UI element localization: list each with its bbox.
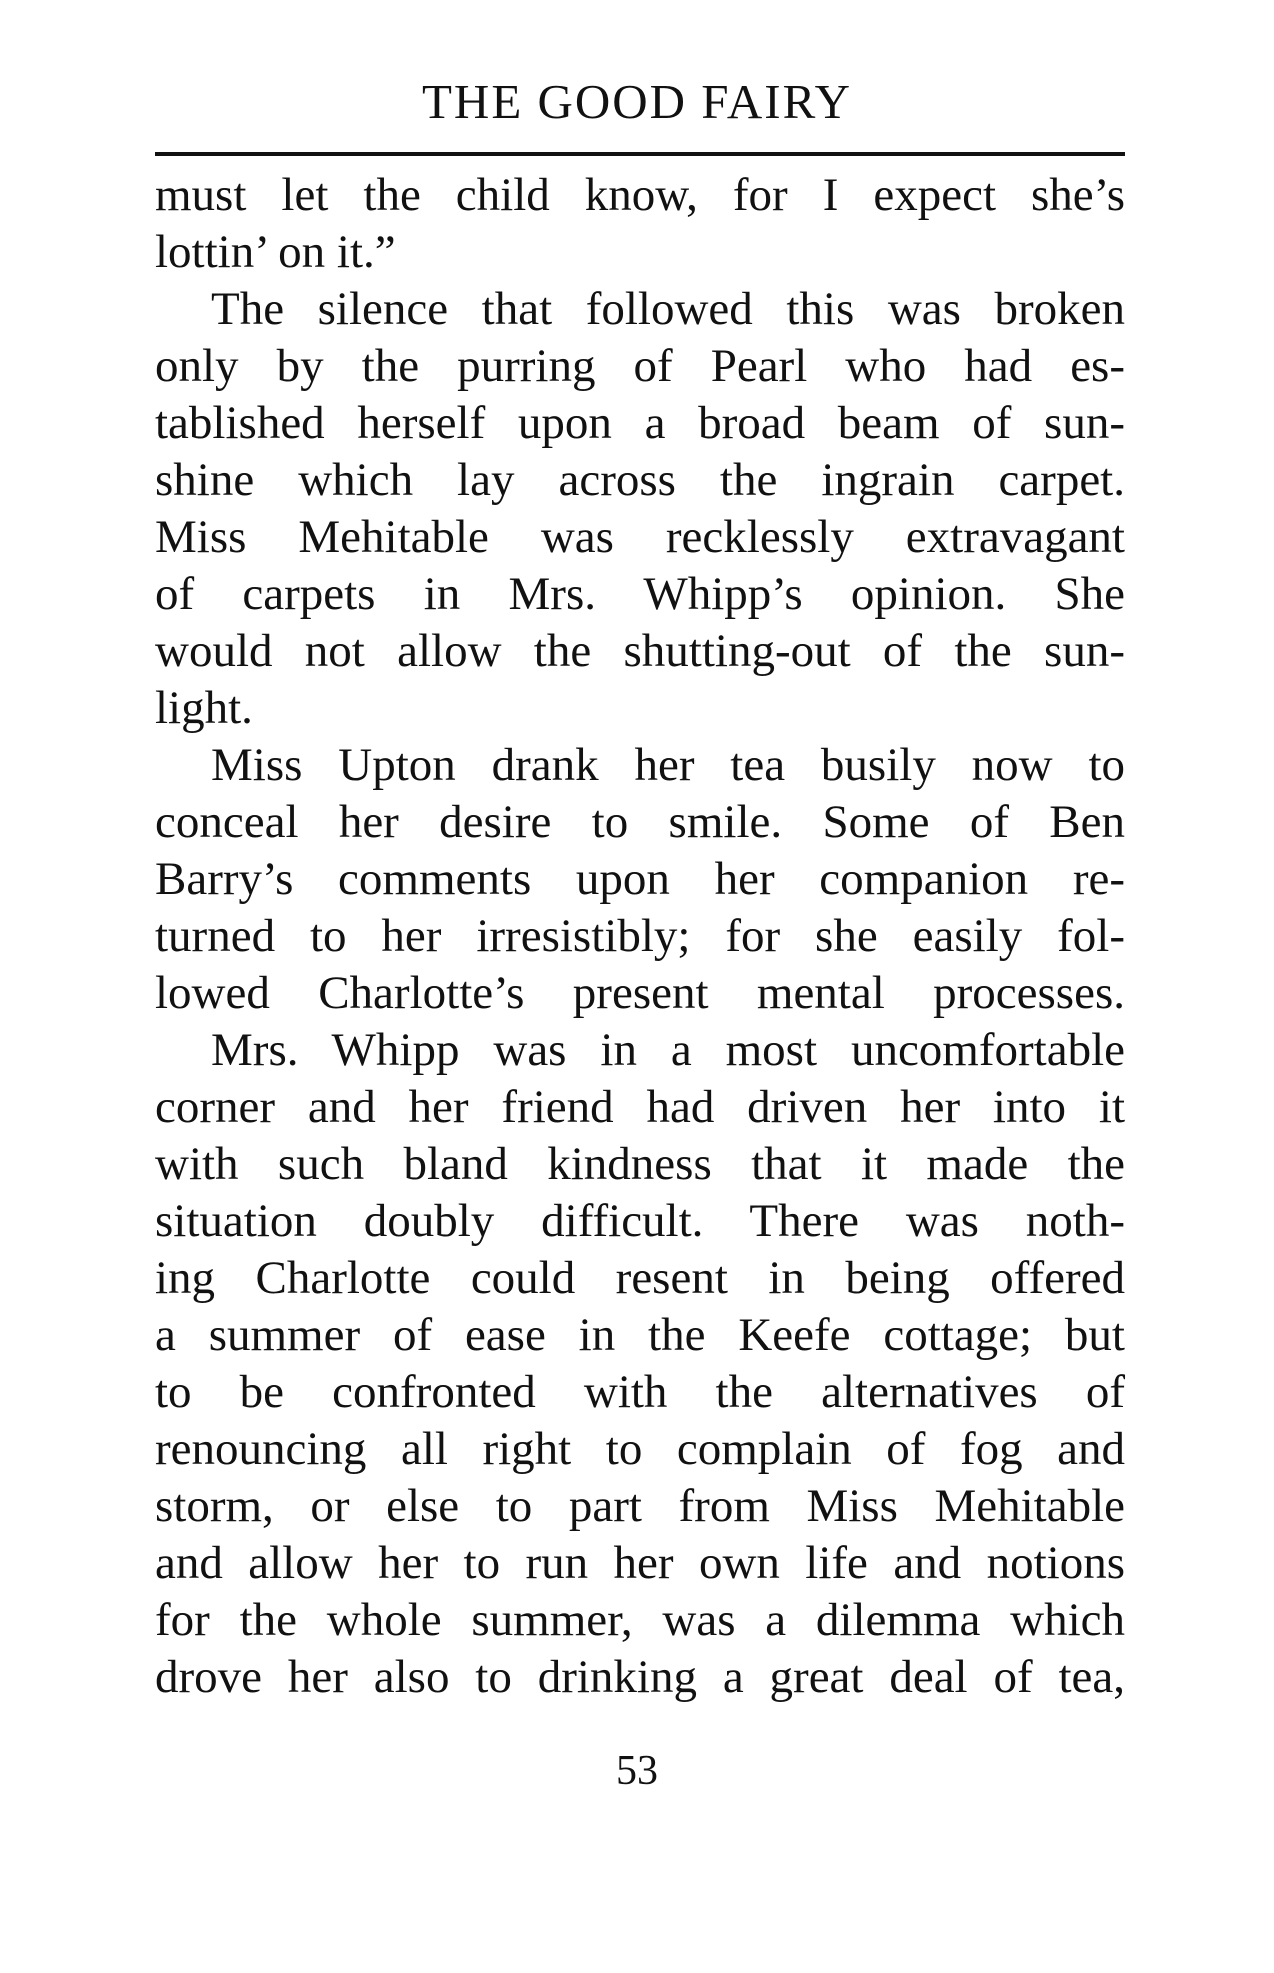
text-line: to be confronted with the alternatives of <box>155 1366 1125 1418</box>
text-line: must let the child know, for I expect she’s <box>155 169 1125 221</box>
text-line: and allow her to run her own life and notions <box>155 1537 1125 1589</box>
running-head: THE GOOD FAIRY <box>422 74 852 129</box>
text-line: of carpets in Mrs. Whipp’s opinion. She <box>155 568 1125 620</box>
text-line: light. <box>155 682 253 734</box>
body-text <box>155 167 1125 1706</box>
header-rule <box>155 152 1125 156</box>
text-line: only by the purring of Pearl who had es- <box>155 340 1125 392</box>
text-line: situation doubly difficult. There was noth- <box>155 1195 1125 1247</box>
text-line: for the whole summer, was a dilemma which <box>155 1594 1125 1646</box>
page-number: 53 <box>616 1748 658 1794</box>
text-line: storm, or else to part from Miss Mehitable <box>155 1480 1125 1532</box>
text-line: would not allow the shutting-out of the sun- <box>155 625 1125 677</box>
text-line: drove her also to drinking a great deal of tea, <box>155 1651 1125 1703</box>
text-line: a summer of ease in the Keefe cottage; but <box>155 1309 1125 1361</box>
text-line: lottin’ on it.” <box>155 226 396 278</box>
text-line: Miss Mehitable was recklessly extravagant <box>155 511 1125 563</box>
text-line: lowed Charlotte’s present mental processes. <box>155 967 1125 1019</box>
text-line: Mrs. Whipp was in a most uncomfortable <box>211 1024 1125 1076</box>
text-line: Miss Upton drank her tea busily now to <box>211 739 1125 791</box>
text-line: renouncing all right to complain of fog and <box>155 1423 1125 1475</box>
text-line: The silence that followed this was broken <box>211 283 1125 335</box>
text-line: with such bland kindness that it made the <box>155 1138 1125 1190</box>
text-line: conceal her desire to smile. Some of Ben <box>155 796 1125 848</box>
text-line: ing Charlotte could resent in being offered <box>155 1252 1125 1304</box>
text-line: Barry’s comments upon her companion re- <box>155 853 1125 905</box>
text-line: turned to her irresistibly; for she easily fol- <box>155 910 1125 962</box>
text-line: corner and her friend had driven her into it <box>155 1081 1125 1133</box>
text-line: shine which lay across the ingrain carpet. <box>155 454 1125 506</box>
text-line: tablished herself upon a broad beam of sun- <box>155 397 1125 449</box>
